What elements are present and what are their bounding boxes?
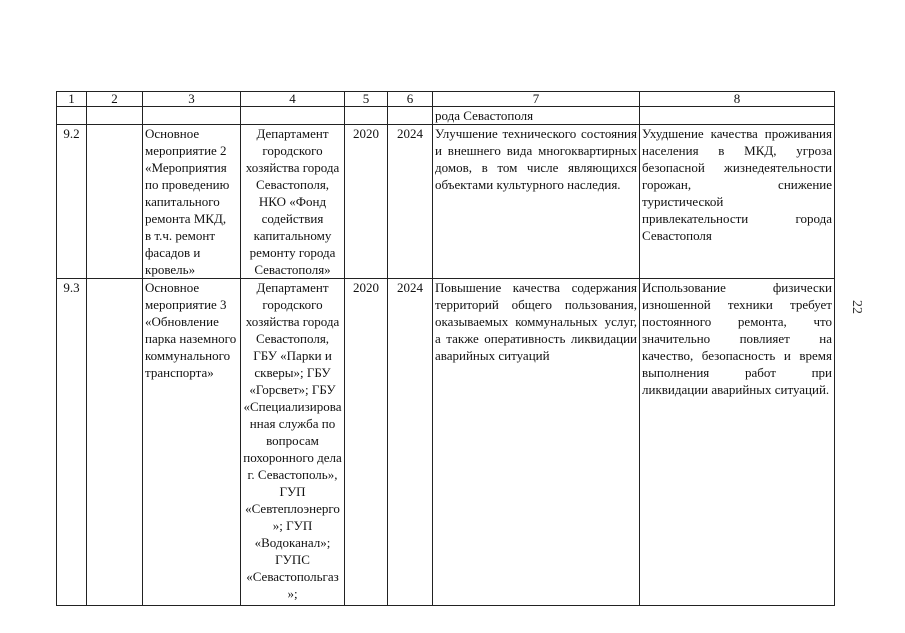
column-number-2: 2 bbox=[87, 92, 143, 107]
consequence: Использование физически изношенной техники требует постоянного ремонта, что значительно повлияет на качество, безопасность и время выполнения работ при ликвидации аварийных ситуаций. bbox=[640, 279, 835, 606]
expected-result: Повышение качества содержания территорий общего пользования, оказываемых коммунальных услуг, а также оперативность ликвидации аварийных ситуаций bbox=[433, 279, 640, 606]
column-number-6: 6 bbox=[388, 92, 433, 107]
continuation-result-text: рода Севастополя bbox=[433, 107, 640, 125]
column-number-header-row bbox=[57, 92, 835, 107]
continuation-cell-1 bbox=[57, 107, 87, 125]
column-number-4: 4 bbox=[241, 92, 345, 107]
row-col2 bbox=[87, 279, 143, 606]
continuation-cell-8 bbox=[640, 107, 835, 125]
continuation-cell-6 bbox=[388, 107, 433, 125]
table-row-9-3 bbox=[57, 279, 835, 606]
column-number-7: 7 bbox=[433, 92, 640, 107]
continuation-cell-3 bbox=[143, 107, 241, 125]
event-name: Основное мероприятие 3 «Обновление парка наземного коммунального транспорта» bbox=[143, 279, 241, 606]
end-year: 2024 bbox=[388, 279, 433, 606]
column-number-3: 3 bbox=[143, 92, 241, 107]
row-number: 9.3 bbox=[57, 279, 87, 606]
row-col2 bbox=[87, 125, 143, 279]
start-year: 2020 bbox=[345, 125, 388, 279]
program-table bbox=[56, 91, 835, 606]
consequence: Ухудшение качества проживания населения в МКД, угроза безопасной жизнедеятельности горожан, снижение туристической привлекательности города Севастополя bbox=[640, 125, 835, 279]
executor: Департамент городского хозяйства города Севастополя, НКО «Фонд содействия капитальному ремонту города Севастополя» bbox=[241, 125, 345, 279]
end-year: 2024 bbox=[388, 125, 433, 279]
start-year: 2020 bbox=[345, 279, 388, 606]
table-row-9-2 bbox=[57, 125, 835, 279]
column-number-8: 8 bbox=[640, 92, 835, 107]
event-name: Основное мероприятие 2 «Мероприятия по проведению капитального ремонта МКД, в т.ч. ремонт фасадов и кровель» bbox=[143, 125, 241, 279]
row-number: 9.2 bbox=[57, 125, 87, 279]
column-number-5: 5 bbox=[345, 92, 388, 107]
executor: Департамент городского хозяйства города Севастополя, ГБУ «Парки и скверы»; ГБУ «Горсвет»; ГБУ «Специализированная служба по вопросам похоронного дела г. Севастополь», ГУП «Севтеплоэнерго»; ГУП «Водоканал»; ГУПС «Севастопольгаз»; bbox=[241, 279, 345, 606]
continuation-cell-5 bbox=[345, 107, 388, 125]
continuation-cell-4 bbox=[241, 107, 345, 125]
expected-result: Улучшение технического состояния и внешнего вида многоквартирных домов, в том числе являющихся объектами культурного наследия. bbox=[433, 125, 640, 279]
column-number-1: 1 bbox=[57, 92, 87, 107]
continuation-cell-2 bbox=[87, 107, 143, 125]
continuation-row bbox=[57, 107, 835, 125]
page-number: 22 bbox=[849, 300, 864, 314]
